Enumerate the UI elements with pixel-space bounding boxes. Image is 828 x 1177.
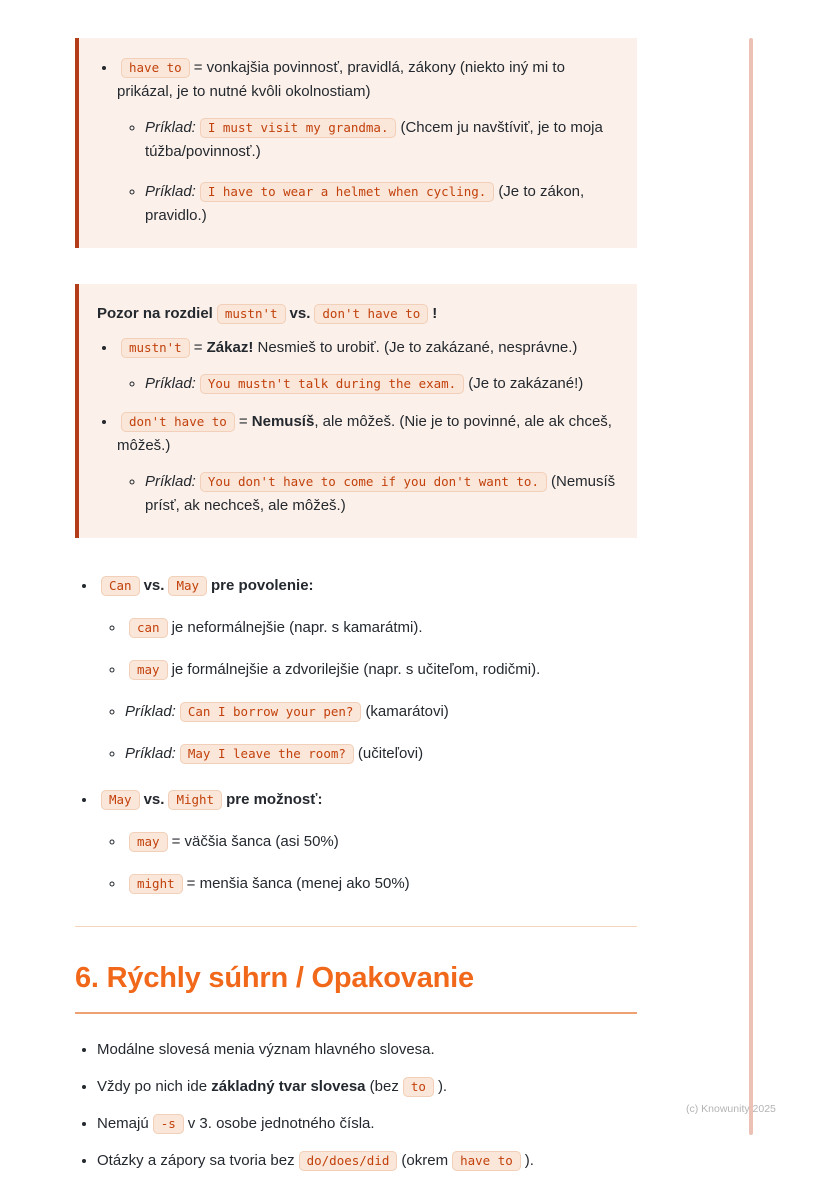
example-item — [125, 700, 637, 724]
list-item-dont-have-to — [117, 410, 617, 518]
sub-item — [125, 830, 637, 854]
modal-comparison-list — [75, 574, 637, 896]
item-text: = — [238, 413, 252, 430]
example-label: Príklad: — [125, 703, 176, 720]
code-chip: I have to wear a helmet when cycling. — [200, 182, 494, 202]
code-chip: mustn't — [121, 338, 190, 358]
item-bold: vs. — [143, 791, 165, 808]
sub-list — [97, 616, 637, 766]
item-text: je neformálnejšie (napr. s kamarátmi). — [171, 619, 423, 636]
sub-item — [125, 616, 637, 640]
title-text: ! — [432, 305, 438, 322]
item-text: ). — [524, 1151, 534, 1169]
item-text: Vždy po nich ide — [97, 1077, 212, 1095]
callout-list — [95, 56, 617, 228]
item-text: Modálne slovesá menia význam hlavného slovesa. — [97, 1040, 435, 1058]
example-label: Príklad: — [125, 745, 176, 762]
example-label: Príklad: — [145, 473, 196, 490]
list-item-mustnt — [117, 336, 617, 396]
item-text: = — [193, 339, 207, 356]
code-chip: have to — [121, 58, 190, 78]
code-chip: do/does/did — [299, 1151, 398, 1171]
callout-list — [95, 336, 617, 518]
callout-pozor-na-rozdiel — [75, 284, 637, 538]
title-text: Pozor na rozdiel — [97, 305, 213, 322]
code-chip: You don't have to come if you don't want to. — [200, 472, 547, 492]
item-bold: vs. — [143, 577, 165, 594]
example-list — [117, 116, 617, 228]
section-divider — [75, 926, 637, 927]
item-bold: pre možnosť: — [226, 791, 323, 808]
example-item — [145, 180, 617, 228]
sub-item — [125, 658, 637, 682]
item-text: Nemajú — [97, 1114, 149, 1132]
callout-have-to — [75, 38, 637, 248]
example-item — [125, 742, 637, 766]
item-text: v 3. osobe jednotného čísla. — [187, 1114, 375, 1132]
title-text: vs. — [289, 305, 311, 322]
summary-item — [97, 1075, 637, 1099]
item-bold: Zákaz! — [206, 339, 254, 356]
example-label: Príklad: — [145, 119, 196, 136]
example-item — [145, 372, 617, 396]
code-chip: May — [168, 576, 207, 596]
item-text: (okrem — [401, 1151, 449, 1169]
code-chip: don't have to — [314, 304, 428, 324]
code-chip: to — [403, 1077, 434, 1097]
item-bold: Nemusíš — [251, 413, 315, 430]
code-chip: You mustn't talk during the exam. — [200, 374, 464, 394]
example-item — [145, 470, 617, 518]
summary-list — [75, 1038, 637, 1173]
code-chip: Can I borrow your pen? — [180, 702, 362, 722]
item-text: je formálnejšie a zdvorilejšie (napr. s učiteľom, rodičmi). — [171, 661, 541, 678]
item-text: , ale môžeš. (Nie je to povinné, ale ak chceš, môžeš.) — [117, 413, 612, 454]
code-chip: Might — [168, 790, 222, 810]
item-text: Nesmieš to urobiť. (Je to zakázané, nesprávne.) — [253, 339, 578, 356]
example-list — [117, 470, 617, 518]
code-chip: may — [129, 660, 168, 680]
list-item-can-vs-may — [97, 574, 637, 766]
example-note: (učiteľovi) — [357, 745, 424, 762]
summary-item — [97, 1112, 637, 1136]
summary-item — [97, 1038, 637, 1062]
code-chip: don't have to — [121, 412, 235, 432]
code-chip: might — [129, 874, 183, 894]
list-item-have-to — [117, 56, 617, 228]
example-note: (Je to zakázané!) — [468, 375, 584, 392]
item-text: = menšia šanca (menej ako 50%) — [186, 875, 410, 892]
code-chip: may — [129, 832, 168, 852]
section-heading: 6. Rýchly súhrn / Opakovanie — [75, 961, 637, 1014]
code-chip: Can — [101, 576, 140, 596]
code-chip: have to — [452, 1151, 521, 1171]
example-item — [145, 116, 617, 164]
example-list — [117, 372, 617, 396]
example-note: (Chcem ju navštíviť, je to moja túžba/povinnosť.) — [145, 119, 603, 160]
code-chip: -s — [153, 1114, 184, 1134]
sub-item — [125, 872, 637, 896]
code-chip: mustn't — [217, 304, 286, 324]
example-note: (Je to zákon, pravidlo.) — [145, 183, 585, 224]
code-chip: May — [101, 790, 140, 810]
document-content — [75, 38, 637, 1177]
summary-item — [97, 1149, 637, 1173]
item-text: = vonkajšia povinnosť, pravidlá, zákony (niekto iný mi to prikázal, je to nutné kvôli okolnostiam) — [117, 59, 565, 100]
item-text: Otázky a zápory sa tvoria bez — [97, 1151, 295, 1169]
item-text: (bez — [365, 1077, 399, 1095]
example-label: Príklad: — [145, 183, 196, 200]
item-text: ). — [437, 1077, 448, 1095]
code-chip: can — [129, 618, 168, 638]
sub-list — [97, 830, 637, 896]
item-bold: základný tvar slovesa — [211, 1077, 366, 1095]
code-chip: May I leave the room? — [180, 744, 354, 764]
watermark: (c) Knowunity 2025 — [686, 1103, 776, 1115]
item-bold: pre povolenie: — [211, 577, 314, 594]
list-item-may-vs-might — [97, 788, 637, 896]
callout-title — [97, 302, 617, 326]
example-note: (Nemusíš prísť, ak nechceš, ale môžeš.) — [145, 473, 616, 514]
page-edge-bar — [749, 38, 753, 1135]
code-chip: I must visit my grandma. — [200, 118, 397, 138]
example-label: Príklad: — [145, 375, 196, 392]
example-note: (kamarátovi) — [365, 703, 449, 720]
item-text: = väčšia šanca (asi 50%) — [171, 833, 339, 850]
